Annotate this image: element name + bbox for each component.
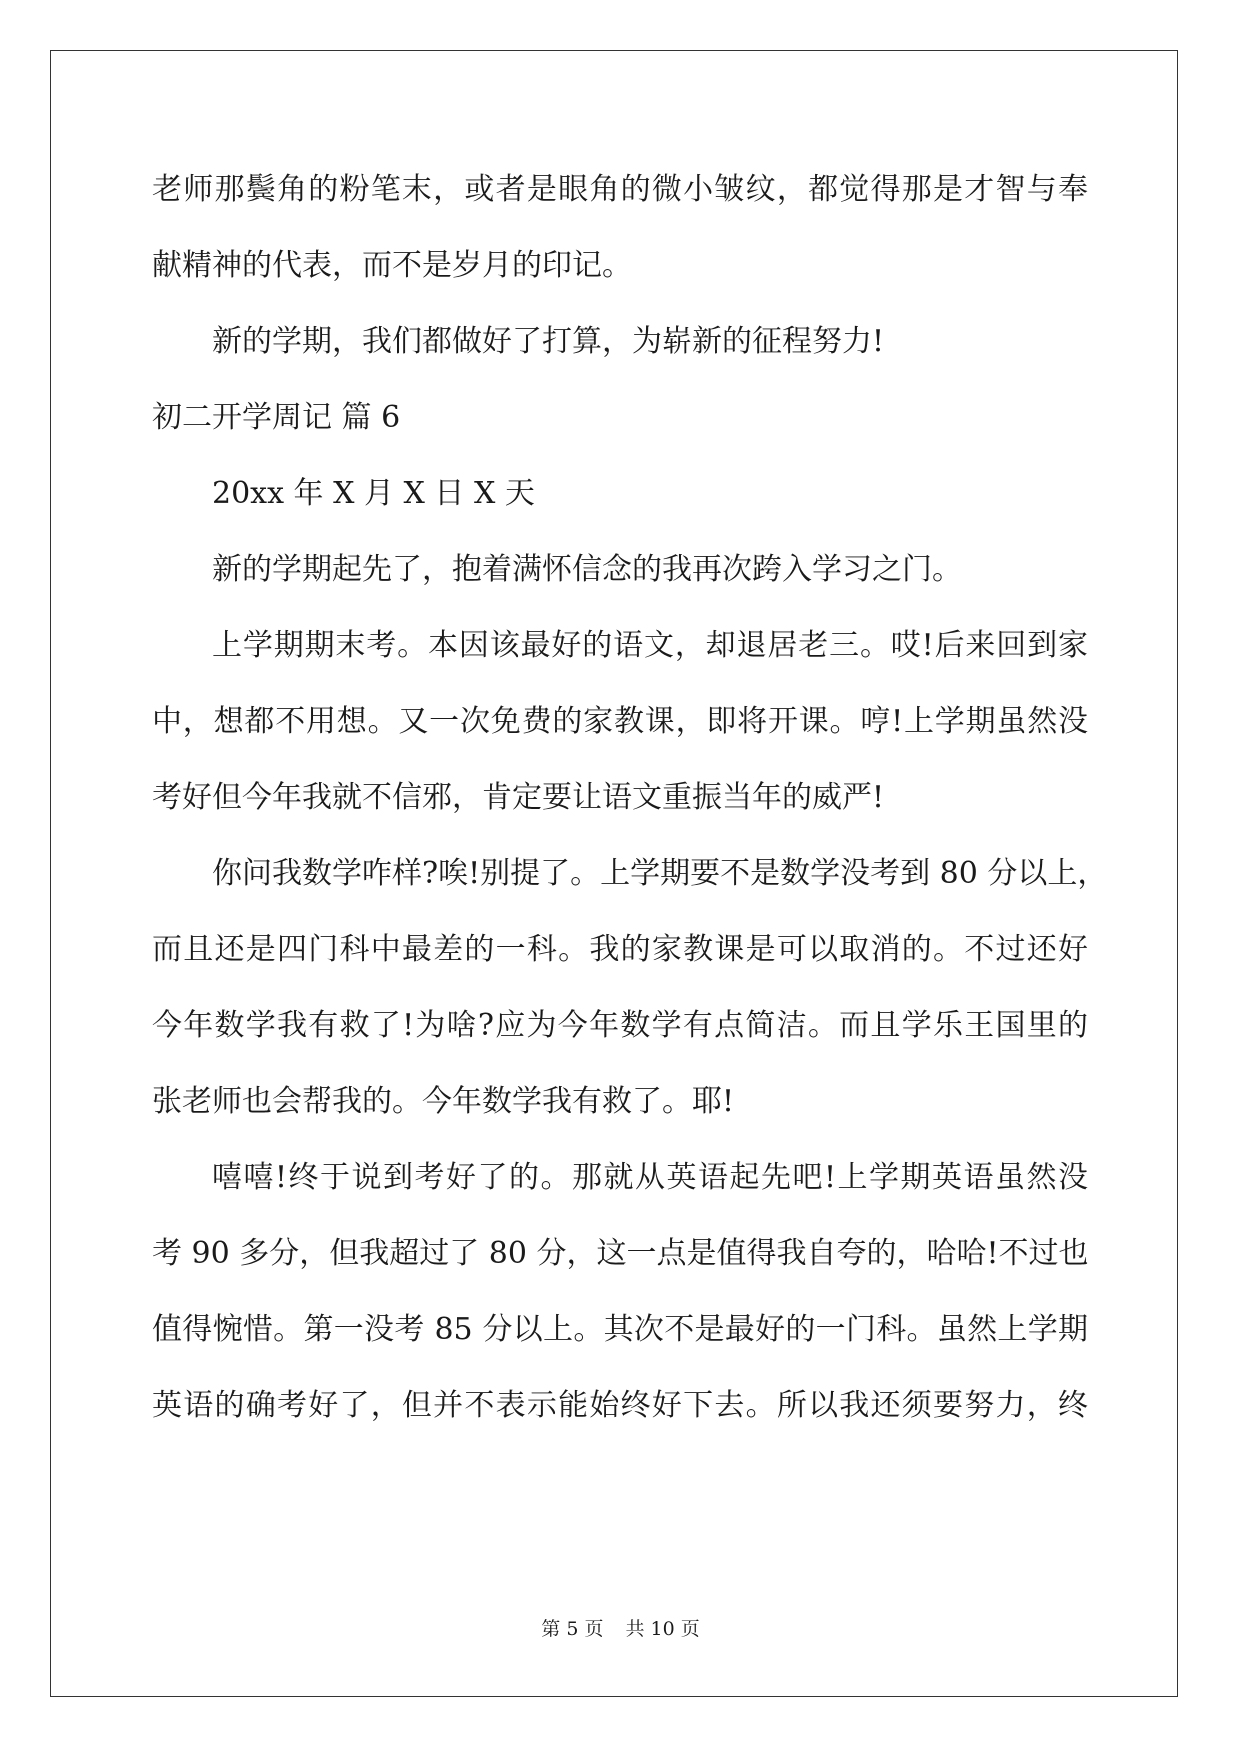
text-line: 中，想都不用想。又一次免费的家教课，即将开课。哼!上学期虽然没 bbox=[152, 704, 1088, 739]
text-line: 考好但今年我就不信邪，肯定要让语文重振当年的威严! bbox=[152, 780, 885, 815]
section-heading: 初二开学周记 篇 6 bbox=[152, 400, 401, 435]
text-line: 嘻嘻!终于说到考好了的。那就从英语起先吧!上学期英语虽然没 bbox=[212, 1160, 1088, 1195]
text-line: 你问我数学咋样?唉!别提了。上学期要不是数学没考到 80 分以上， bbox=[212, 856, 1108, 891]
page-footer bbox=[0, 1614, 1241, 1641]
text-line: 而且还是四门科中最差的一科。我的家教课是可以取消的。不过还好 bbox=[152, 932, 1088, 967]
text-line: 英语的确考好了，但并不表示能始终好下去。所以我还须要努力，终 bbox=[152, 1388, 1088, 1423]
page-total: 共 10 页 bbox=[625, 1618, 700, 1640]
text-line: 新的学期，我们都做好了打算，为崭新的征程努力! bbox=[212, 324, 885, 359]
text-line: 值得惋惜。第一没考 85 分以上。其次不是最好的一门科。虽然上学期 bbox=[152, 1312, 1088, 1347]
date-line: 20xx 年 X 月 X 日 X 天 bbox=[212, 476, 535, 511]
text-line: 老师那鬓角的粉笔末，或者是眼角的微小皱纹，都觉得那是才智与奉 bbox=[152, 172, 1088, 207]
text-line: 今年数学我有救了!为啥?应为今年数学有点简洁。而且学乐王国里的 bbox=[152, 1008, 1088, 1043]
text-line: 考 90 多分，但我超过了 80 分，这一点是值得我自夸的，哈哈!不过也 bbox=[152, 1236, 1089, 1271]
document-body bbox=[152, 160, 1108, 1452]
text-line: 新的学期起先了，抱着满怀信念的我再次跨入学习之门。 bbox=[212, 552, 962, 587]
page-number: 第 5 页 bbox=[541, 1618, 604, 1640]
text-line: 上学期期末考。本因该最好的语文，却退居老三。哎!后来回到家 bbox=[212, 628, 1088, 663]
text-line: 献精神的代表，而不是岁月的印记。 bbox=[152, 248, 632, 283]
text-line: 张老师也会帮我的。今年数学我有救了。耶! bbox=[152, 1084, 735, 1119]
